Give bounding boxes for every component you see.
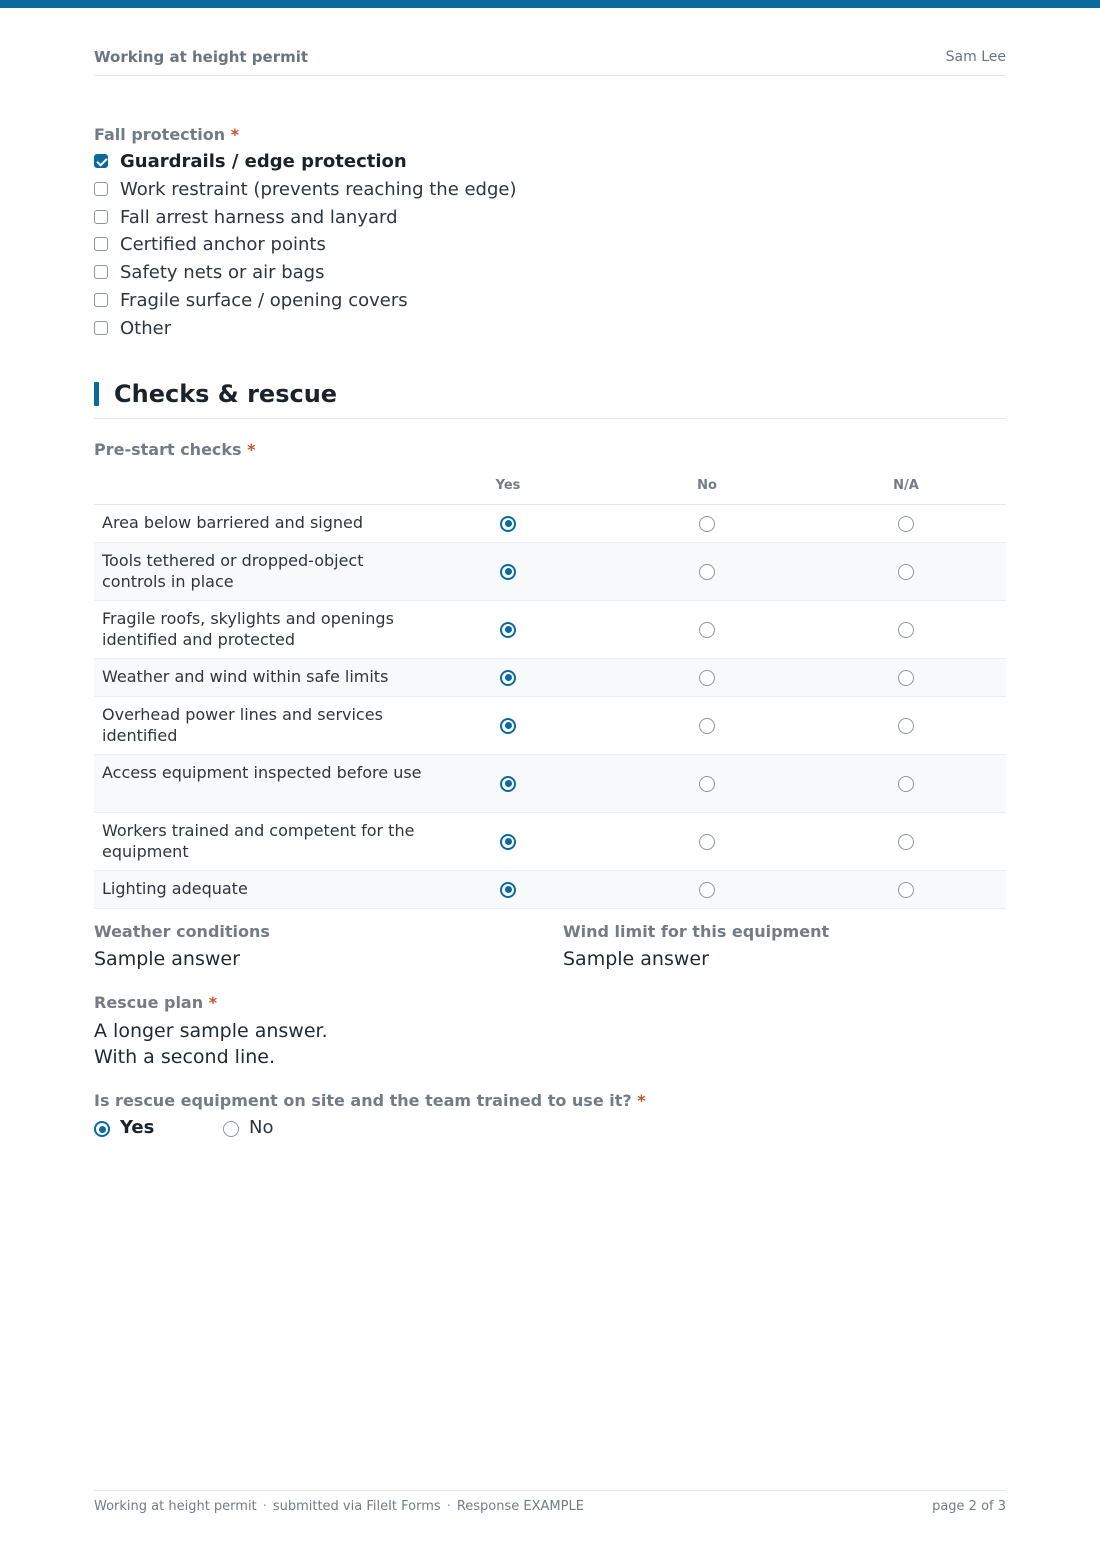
fall-protection-option-work-restraint[interactable] — [94, 179, 1006, 207]
footer-form-name: Working at height permit — [94, 1499, 257, 1514]
rescue-plan-label-text: Rescue plan — [94, 993, 204, 1012]
wind-limit-answer: Sample answer — [563, 948, 709, 970]
prestart-checks-label-text: Pre-start checks — [94, 440, 242, 459]
radio-selected-icon[interactable] — [500, 516, 516, 532]
fall-protection-option-anchor-points[interactable] — [94, 234, 1006, 262]
respondent-name: Sam Lee — [945, 49, 1006, 65]
radio-icon[interactable] — [699, 622, 715, 638]
required-marker: * — [247, 440, 256, 459]
footer-info — [94, 1499, 584, 1514]
check-row-label: Access equipment inspected before use — [102, 763, 422, 782]
radio-icon[interactable] — [898, 670, 914, 686]
checkbox-icon[interactable] — [94, 321, 108, 335]
section-title: Checks & rescue — [114, 380, 338, 408]
fall-protection-option-safety-nets[interactable] — [94, 262, 1006, 290]
radio-icon[interactable] — [898, 516, 914, 532]
wind-limit-label: Wind limit for this equipment — [563, 922, 830, 941]
radio-icon[interactable] — [898, 622, 914, 638]
rescue-plan-label — [94, 993, 217, 1012]
check-row — [94, 601, 1006, 659]
radio-selected-icon[interactable] — [500, 882, 516, 898]
prestart-checks-label — [94, 440, 256, 459]
checkbox-icon[interactable] — [94, 237, 108, 251]
radio-icon[interactable] — [898, 776, 914, 792]
check-row-label: Fragile roofs, skylights and openings identified and protected — [102, 609, 394, 649]
weather-conditions-label: Weather conditions — [94, 922, 270, 941]
rescue-equipment-label — [94, 1091, 646, 1110]
matrix-header — [94, 476, 1006, 505]
option-label: Guardrails / edge protection — [120, 151, 407, 172]
column-header-yes: Yes — [495, 478, 521, 493]
radio-selected-icon[interactable] — [500, 776, 516, 792]
form-title: Working at height permit — [94, 48, 309, 66]
option-label: Work restraint (prevents reaching the edge) — [120, 178, 517, 200]
fall-protection-options — [94, 151, 1006, 346]
weather-conditions-answer: Sample answer — [94, 948, 240, 970]
rescue-plan-line-2: With a second line. — [94, 1046, 275, 1068]
option-label: Fragile surface / opening covers — [120, 289, 408, 311]
required-marker: * — [230, 125, 240, 144]
fall-protection-option-guardrails[interactable] — [94, 151, 1006, 179]
column-header-na: N/A — [893, 478, 919, 493]
rescue-plan-answer — [94, 1018, 328, 1070]
footer-separator: · — [446, 1499, 451, 1514]
option-label: Other — [120, 317, 172, 339]
fall-protection-option-fragile-covers[interactable] — [94, 290, 1006, 318]
radio-no-icon[interactable] — [223, 1121, 239, 1137]
radio-icon[interactable] — [898, 564, 914, 580]
radio-icon[interactable] — [898, 834, 914, 850]
fall-protection-option-other[interactable] — [94, 318, 1006, 346]
check-row-label: Area below barriered and signed — [102, 513, 364, 533]
radio-selected-icon[interactable] — [500, 622, 516, 638]
column-header-no: No — [697, 478, 717, 493]
matrix-rows — [94, 505, 1006, 909]
check-row — [94, 505, 1006, 543]
rescue-plan-line-1: A longer sample answer. — [94, 1020, 328, 1042]
radio-icon[interactable] — [699, 834, 715, 850]
option-label: Fall arrest harness and lanyard — [120, 206, 398, 228]
option-label: Certified anchor points — [120, 234, 326, 256]
check-row — [94, 543, 1006, 601]
check-row-label: Tools tethered or dropped-object controls in place — [102, 551, 364, 591]
required-marker: * — [208, 993, 218, 1012]
check-row — [94, 755, 1006, 813]
check-row — [94, 659, 1006, 697]
top-accent-bar — [0, 0, 1100, 8]
radio-icon[interactable] — [699, 776, 715, 792]
check-row-label: Lighting adequate — [102, 879, 248, 899]
radio-selected-icon[interactable] — [500, 670, 516, 686]
checkbox-icon[interactable] — [94, 293, 108, 307]
check-row-label: Workers trained and competent for the equipment — [102, 821, 415, 861]
radio-selected-icon[interactable] — [500, 718, 516, 734]
checkbox-icon[interactable] — [94, 182, 108, 196]
rescue-equipment-options — [94, 1117, 494, 1141]
fall-protection-option-harness[interactable] — [94, 207, 1006, 235]
required-marker: * — [637, 1091, 646, 1110]
radio-icon[interactable] — [699, 670, 715, 686]
prestart-checks-matrix — [94, 476, 1006, 909]
footer-response: Response EXAMPLE — [456, 1499, 584, 1514]
radio-icon[interactable] — [898, 882, 914, 898]
check-row — [94, 813, 1006, 871]
check-row — [94, 697, 1006, 755]
checkbox-checked-icon[interactable] — [94, 154, 108, 168]
radio-yes-selected-icon[interactable] — [94, 1121, 110, 1137]
section-header — [94, 380, 1006, 419]
page-footer — [94, 1490, 1006, 1521]
radio-icon[interactable] — [699, 718, 715, 734]
radio-selected-icon[interactable] — [500, 564, 516, 580]
option-no-label[interactable]: No — [249, 1117, 274, 1138]
fall-protection-label-text: Fall protection — [94, 125, 226, 144]
check-row — [94, 871, 1006, 909]
radio-icon[interactable] — [699, 516, 715, 532]
page-header — [94, 48, 1006, 76]
option-label: Safety nets or air bags — [120, 262, 325, 284]
section-accent-bar — [94, 382, 99, 406]
radio-selected-icon[interactable] — [500, 834, 516, 850]
footer-submitted: submitted via FileIt Forms — [272, 1499, 441, 1514]
radio-icon[interactable] — [699, 564, 715, 580]
rescue-equipment-label-text: Is rescue equipment on site and the team trained to use it? — [94, 1091, 632, 1110]
option-yes-label[interactable]: Yes — [120, 1117, 155, 1138]
checkbox-icon[interactable] — [94, 265, 108, 279]
check-row-label: Weather and wind within safe limits — [102, 667, 389, 687]
checkbox-icon[interactable] — [94, 210, 108, 224]
fall-protection-label — [94, 125, 239, 144]
check-row-label: Overhead power lines and services identified — [102, 705, 383, 745]
footer-separator: · — [262, 1499, 267, 1514]
page-number: page 2 of 3 — [932, 1499, 1006, 1514]
radio-icon[interactable] — [699, 882, 715, 898]
radio-icon[interactable] — [898, 718, 914, 734]
